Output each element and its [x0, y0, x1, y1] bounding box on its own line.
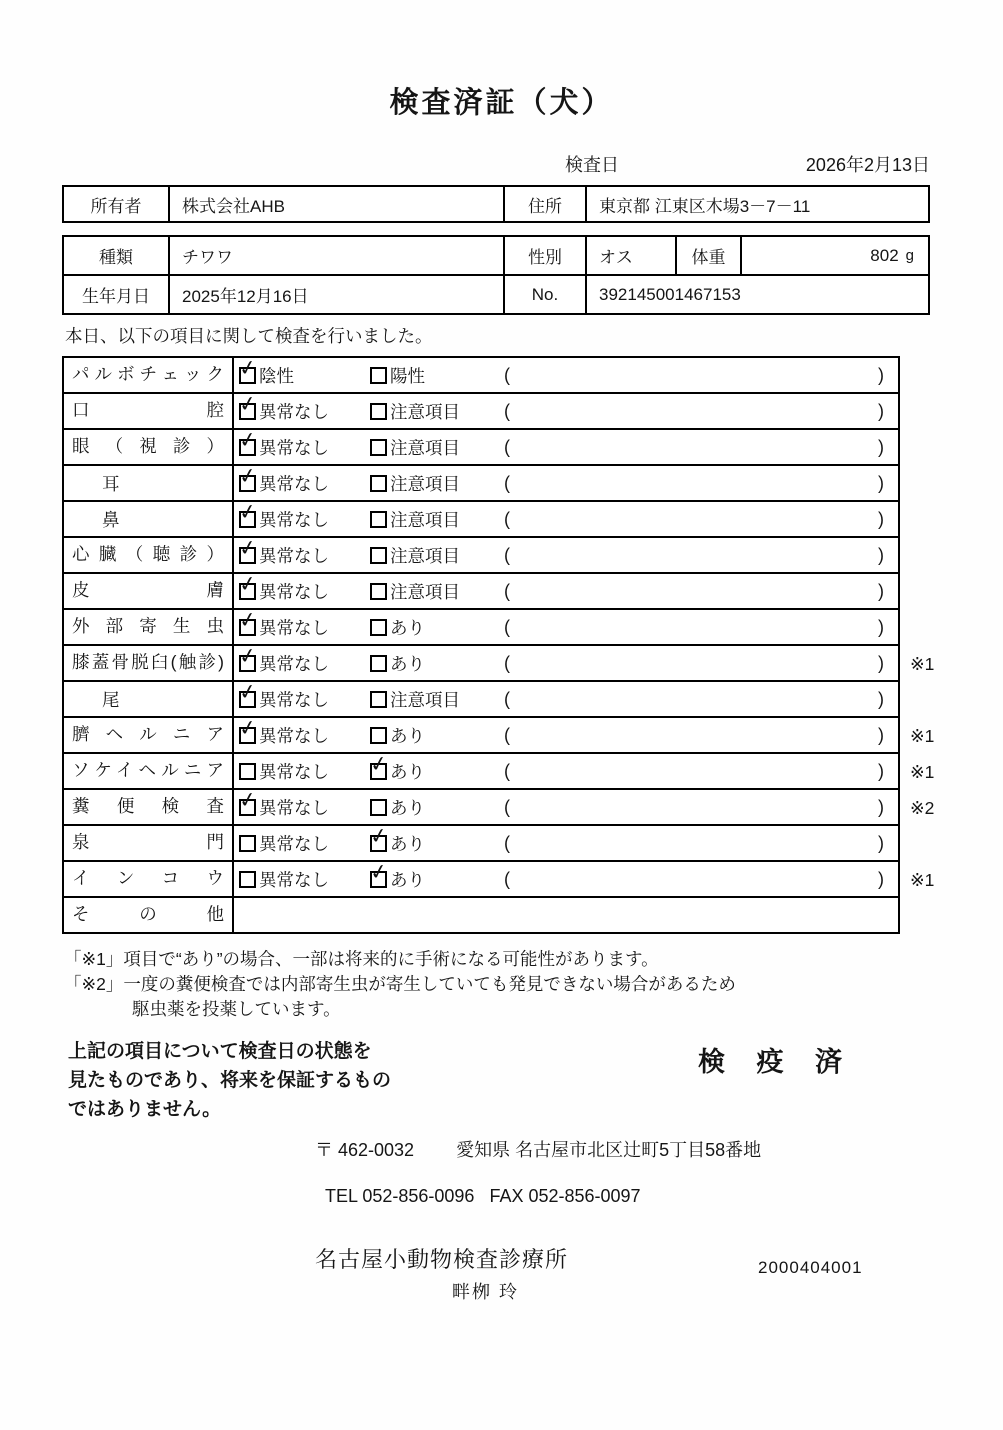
- option-2: [365, 651, 504, 676]
- checkbox-opt1: [239, 763, 256, 780]
- remarks-field: [504, 761, 898, 782]
- reference-note: ※1: [910, 725, 935, 746]
- reference-note: [900, 826, 970, 862]
- document-title: 検査済証（犬）: [389, 87, 614, 119]
- remarks-field: [504, 869, 898, 890]
- paren-open: (: [504, 868, 510, 889]
- info-table: [62, 235, 930, 315]
- paren-close: ): [878, 796, 884, 817]
- number-label: No.: [505, 276, 587, 313]
- weight-unit: g: [905, 247, 914, 264]
- checkbox-opt1: [237, 535, 259, 564]
- birthdate-label: 生年月日: [64, 276, 170, 313]
- owner-table: [62, 185, 930, 223]
- checkbox-opt1: [237, 391, 259, 420]
- remarks-field: [504, 833, 898, 854]
- paren-open: (: [504, 472, 510, 493]
- option-2-label: 注意項目: [390, 581, 460, 602]
- option-1: [234, 571, 365, 604]
- inspection-item-label: パルボチェック: [64, 358, 234, 392]
- check-mark-icon: ✓: [237, 715, 259, 741]
- clinic-address-line: [315, 1136, 1003, 1162]
- option-1-label: 異常なし: [259, 797, 329, 818]
- inspection-row: [62, 607, 1003, 646]
- checkbox-opt1: [239, 871, 256, 888]
- checkbox-opt2: [370, 727, 387, 744]
- option-2-label: 注意項目: [390, 509, 460, 530]
- inspection-row: [62, 751, 1003, 790]
- paren-open: (: [504, 364, 510, 385]
- checkbox-opt1: [237, 787, 259, 816]
- inspection-item-label: インコウ: [64, 862, 234, 896]
- checkbox-opt2: [370, 655, 387, 672]
- option-2: [365, 543, 504, 568]
- option-2-label: 注意項目: [390, 545, 460, 566]
- intro-text: 本日、以下の項目に関して検査を行いました。: [65, 326, 433, 346]
- footnote-2: 「※2」一度の糞便検査では内部寄生虫が寄生していても発見できない場合があるため: [64, 974, 736, 994]
- paren-close: ): [878, 832, 884, 853]
- option-2: [365, 615, 504, 640]
- paren-open: (: [504, 724, 510, 745]
- remarks-field: [504, 437, 898, 458]
- clinic-tel-fax: TEL 052-856-0096 FAX 052-856-0097: [325, 1186, 641, 1206]
- option-2-label: あり: [390, 869, 425, 890]
- inspection-row: [62, 391, 1003, 430]
- option-1-label: 異常なし: [259, 833, 329, 854]
- clinic-postal-code: 〒 462-0032: [315, 1140, 415, 1160]
- inspection-date-label: 検査日: [565, 155, 619, 175]
- check-mark-icon: ✓: [237, 463, 259, 489]
- reference-note: [900, 466, 970, 502]
- paren-open: (: [504, 544, 510, 565]
- remarks-field: [504, 509, 898, 530]
- breed-value: チワワ: [170, 237, 505, 274]
- paren-open: (: [504, 508, 510, 529]
- paren-open: (: [504, 400, 510, 421]
- veterinarian-name: 畔栁 玲: [452, 1282, 520, 1302]
- option-2-label: 注意項目: [390, 689, 460, 710]
- check-mark-icon: ✓: [368, 751, 390, 777]
- owner-value: 株式会社AHB: [170, 187, 505, 221]
- inspection-item-label: 泉門: [64, 826, 234, 860]
- reference-note: [900, 682, 970, 718]
- option-1: [234, 715, 365, 748]
- option-2: [365, 399, 504, 424]
- paren-open: (: [504, 436, 510, 457]
- option-1: [234, 831, 365, 856]
- info-row-1: [64, 237, 928, 276]
- check-mark-icon: ✓: [237, 607, 259, 633]
- option-1-label: 異常なし: [259, 581, 329, 602]
- check-mark-icon: ✓: [237, 499, 259, 525]
- option-2-label: あり: [390, 833, 425, 854]
- option-1: [234, 643, 365, 676]
- reference-note: [900, 394, 970, 430]
- checkbox-opt1: [237, 571, 259, 600]
- option-1: [234, 867, 365, 892]
- option-2-label: あり: [390, 761, 425, 782]
- check-mark-icon: ✓: [237, 571, 259, 597]
- check-mark-icon: ✓: [237, 427, 259, 453]
- paren-close: ): [878, 436, 884, 457]
- reference-note: [900, 356, 970, 394]
- option-2: [365, 751, 504, 784]
- option-2: [365, 579, 504, 604]
- breed-label: 種類: [64, 237, 170, 274]
- sex-value: オス: [587, 237, 677, 274]
- inspection-row: [62, 643, 1003, 682]
- inspection-item-label: 膝蓋骨脱臼(触診): [64, 646, 234, 680]
- reference-note: [900, 502, 970, 538]
- option-1-label: 異常なし: [259, 761, 329, 782]
- inspection-item-label: 鼻: [64, 502, 234, 536]
- reference-note: [900, 898, 970, 934]
- option-2-label: あり: [390, 725, 425, 746]
- inspection-row: [62, 898, 1003, 934]
- footnote-1: 「※1」項目で“あり”の場合、一部は将来的に手術になる可能性があります。: [64, 949, 659, 969]
- paren-close: ): [878, 364, 884, 385]
- paren-open: (: [504, 832, 510, 853]
- address-value: 東京都 江東区木場3－7－11: [599, 196, 811, 216]
- option-2-label: 注意項目: [390, 473, 460, 494]
- option-2: [365, 687, 504, 712]
- inspection-row: [62, 535, 1003, 574]
- disclaimer-line-1: 上記の項目について検査日の状態を: [68, 1041, 372, 1062]
- inspection-row: [62, 499, 1003, 538]
- inspection-date-value: 2026年2月13日: [805, 155, 930, 175]
- option-1: [234, 463, 365, 496]
- option-2: [365, 471, 504, 496]
- paren-open: (: [504, 580, 510, 601]
- option-1: [234, 607, 365, 640]
- reference-note: [900, 430, 970, 466]
- paren-close: ): [878, 760, 884, 781]
- disclaimer-line-2: 見たものであり、将来を保証するもの: [68, 1070, 392, 1091]
- check-mark-icon: ✓: [368, 823, 390, 849]
- footnotes: [64, 947, 1003, 1022]
- checkbox-opt2: [370, 691, 387, 708]
- checkbox-opt1: [237, 679, 259, 708]
- serial-number: 2000404001: [758, 1258, 863, 1277]
- checkbox-opt2: [370, 619, 387, 636]
- check-mark-icon: ✓: [237, 535, 259, 561]
- remarks-field: [504, 365, 898, 386]
- remarks-field: [504, 797, 898, 818]
- checkbox-opt2: [370, 511, 387, 528]
- inspection-row: [62, 427, 1003, 466]
- checkbox-opt2: [370, 367, 387, 384]
- checkbox-opt2: [370, 403, 387, 420]
- option-1: [234, 787, 365, 820]
- remarks-field: [504, 689, 898, 710]
- option-2-label: 陽性: [390, 365, 425, 386]
- option-1: [234, 499, 365, 532]
- checkbox-opt2: [368, 751, 390, 780]
- option-2: [365, 859, 504, 892]
- inspection-row: [62, 356, 1003, 394]
- inspection-row: [62, 463, 1003, 502]
- checkbox-opt1: [237, 607, 259, 636]
- inspection-item-label: 心臓（聴診）: [64, 538, 234, 572]
- inspection-table: [62, 356, 1003, 934]
- inspection-item-label: 耳: [64, 466, 234, 500]
- paren-close: ): [878, 724, 884, 745]
- number-value: 392145001467153: [599, 284, 741, 304]
- option-1-label: 陰性: [259, 365, 294, 386]
- address-label: 住所: [505, 187, 587, 221]
- reference-note: ※1: [910, 869, 935, 890]
- option-1: [234, 355, 365, 388]
- option-2-label: あり: [390, 653, 425, 674]
- option-2-label: あり: [390, 797, 425, 818]
- clinic-name: 名古屋小動物検査診療所: [315, 1247, 569, 1272]
- option-1-label: 異常なし: [259, 509, 329, 530]
- option-2-label: あり: [390, 617, 425, 638]
- paren-close: ): [878, 688, 884, 709]
- inspection-item-label: ソケイヘルニア: [64, 754, 234, 788]
- paren-open: (: [504, 652, 510, 673]
- disclaimer-line-3: ではありません。: [68, 1099, 222, 1120]
- paren-close: ): [878, 508, 884, 529]
- inspection-item-label: 皮膚: [64, 574, 234, 608]
- disclaimer: [68, 1037, 1003, 1124]
- paren-close: ): [878, 616, 884, 637]
- reference-note: [900, 610, 970, 646]
- check-mark-icon: ✓: [237, 643, 259, 669]
- paren-close: ): [878, 868, 884, 889]
- option-1-label: 異常なし: [259, 473, 329, 494]
- option-1-label: 異常なし: [259, 437, 329, 458]
- remarks-field: [504, 473, 898, 494]
- checkbox-opt2: [370, 799, 387, 816]
- inspection-item-label: 尾: [64, 682, 234, 716]
- checkbox-opt1: [237, 643, 259, 672]
- other-empty-cell: [234, 898, 898, 932]
- check-mark-icon: ✓: [237, 391, 259, 417]
- option-1-label: 異常なし: [259, 725, 329, 746]
- birthdate-value: 2025年12月16日: [170, 276, 505, 313]
- remarks-field: [504, 725, 898, 746]
- inspection-item-label: 外部寄生虫: [64, 610, 234, 644]
- option-2: [365, 823, 504, 856]
- option-1: [234, 535, 365, 568]
- quarantine-stamp: 検 疫 済: [698, 1047, 855, 1077]
- checkbox-opt1: [237, 463, 259, 492]
- option-1-label: 異常なし: [259, 689, 329, 710]
- option-2: [365, 363, 504, 388]
- inspection-row: [62, 715, 1003, 754]
- checkbox-opt2: [370, 439, 387, 456]
- checkbox-opt2: [370, 475, 387, 492]
- paren-close: ): [878, 544, 884, 565]
- checkbox-opt1: [237, 427, 259, 456]
- checkbox-opt2: [368, 859, 390, 888]
- check-mark-icon: ✓: [368, 859, 390, 885]
- inspection-item-label: 口腔: [64, 394, 234, 428]
- inspection-item-label: その他: [64, 898, 234, 932]
- checkbox-opt1: [237, 715, 259, 744]
- inspection-item-label: 糞便検査: [64, 790, 234, 824]
- paren-open: (: [504, 616, 510, 637]
- paren-close: ): [878, 580, 884, 601]
- info-row-2: [64, 276, 928, 313]
- paren-open: (: [504, 760, 510, 781]
- sex-label: 性別: [505, 237, 587, 274]
- option-1-label: 異常なし: [259, 653, 329, 674]
- inspection-row: [62, 571, 1003, 610]
- option-2: [365, 507, 504, 532]
- paren-close: ): [878, 652, 884, 673]
- checkbox-opt1: [239, 835, 256, 852]
- owner-label: 所有者: [64, 187, 170, 221]
- reference-note: ※1: [910, 653, 935, 674]
- checkbox-opt1: [237, 499, 259, 528]
- remarks-field: [504, 581, 898, 602]
- checkbox-opt2: [370, 583, 387, 600]
- option-1: [234, 759, 365, 784]
- option-1: [234, 679, 365, 712]
- option-1: [234, 391, 365, 424]
- inspection-date-row: [565, 151, 930, 177]
- reference-note: ※2: [910, 797, 935, 818]
- check-mark-icon: ✓: [237, 679, 259, 705]
- clinic-address: 愛知県 名古屋市北区辻町5丁目58番地: [456, 1140, 762, 1160]
- weight-value-cell: [742, 237, 928, 274]
- option-2: [365, 723, 504, 748]
- check-mark-icon: ✓: [237, 355, 259, 381]
- checkbox-opt2: [368, 823, 390, 852]
- footnote-2-continued: 駆虫薬を投薬しています。: [132, 999, 341, 1019]
- remarks-field: [504, 653, 898, 674]
- paren-open: (: [504, 688, 510, 709]
- remarks-field: [504, 617, 898, 638]
- option-1: [234, 427, 365, 460]
- reference-note: [900, 538, 970, 574]
- option-2: [365, 795, 504, 820]
- paren-close: ): [878, 400, 884, 421]
- checkbox-opt1: [237, 355, 259, 384]
- checkbox-opt2: [370, 547, 387, 564]
- paren-open: (: [504, 796, 510, 817]
- option-2-label: 注意項目: [390, 401, 460, 422]
- inspection-row: [62, 787, 1003, 826]
- inspection-item-label: 臍ヘルニア: [64, 718, 234, 752]
- check-mark-icon: ✓: [237, 787, 259, 813]
- option-1-label: 異常なし: [259, 401, 329, 422]
- remarks-field: [504, 545, 898, 566]
- option-1-label: 異常なし: [259, 617, 329, 638]
- inspection-row: [62, 859, 1003, 898]
- reference-note: [900, 574, 970, 610]
- reference-note: ※1: [910, 761, 935, 782]
- remarks-field: [504, 401, 898, 422]
- inspection-row: [62, 679, 1003, 718]
- inspection-item-label: 眼（視診）: [64, 430, 234, 464]
- option-1-label: 異常なし: [259, 545, 329, 566]
- inspection-row: [62, 823, 1003, 862]
- weight-label: 体重: [677, 237, 742, 274]
- option-1-label: 異常なし: [259, 869, 329, 890]
- paren-close: ): [878, 472, 884, 493]
- option-2: [365, 435, 504, 460]
- weight-value: 802: [870, 245, 899, 265]
- option-2-label: 注意項目: [390, 437, 460, 458]
